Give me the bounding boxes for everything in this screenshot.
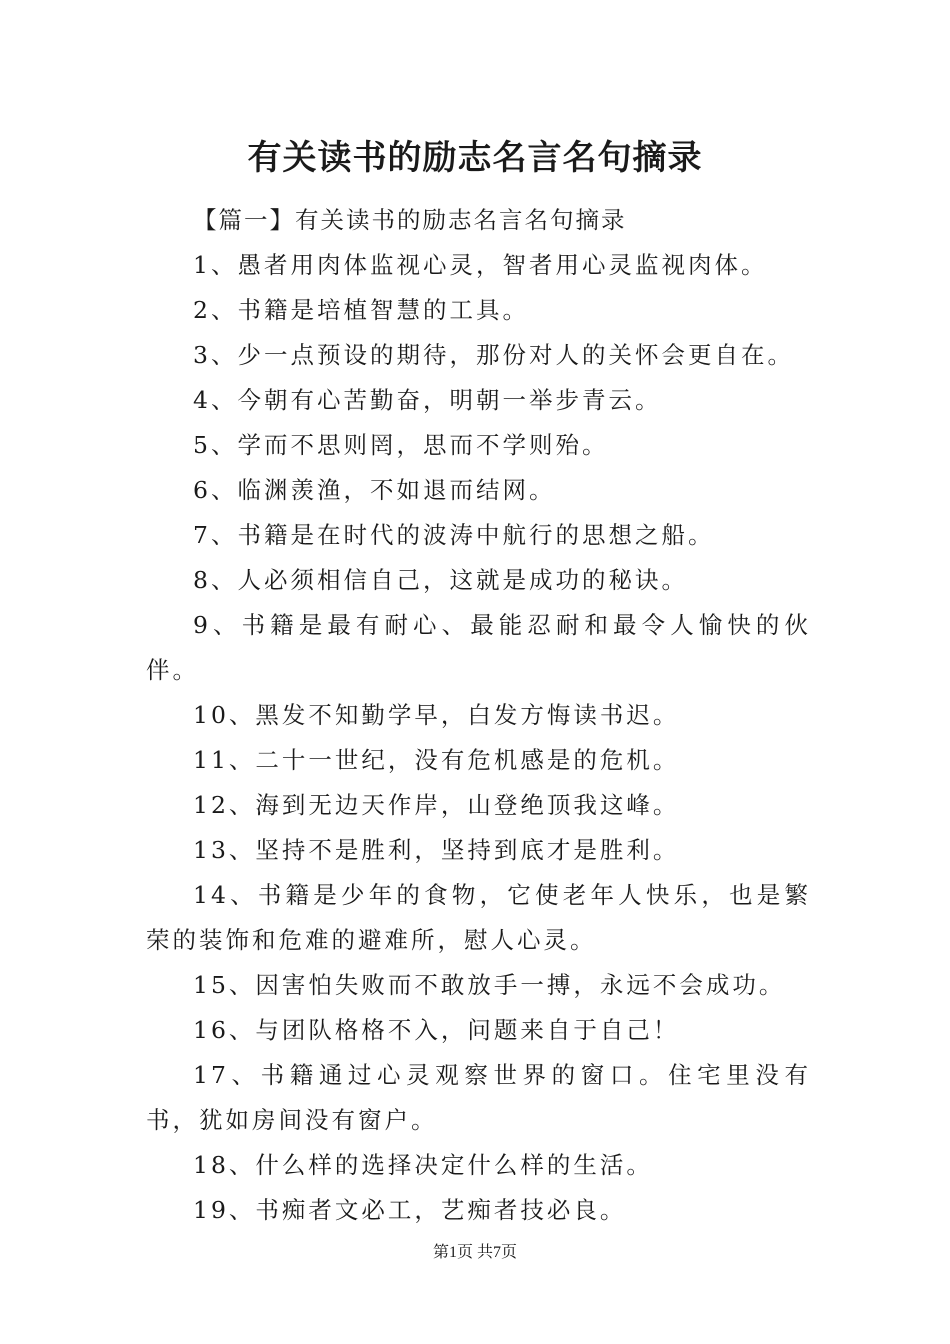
quote-item-5: 5、学而不思则罔，思而不学则殆。 xyxy=(193,431,609,459)
document-body xyxy=(146,198,811,1233)
quote-item-13: 13、坚持不是胜利，坚持到底才是胜利。 xyxy=(193,836,680,864)
quote-item-8: 8、人必须相信自己，这就是成功的秘诀。 xyxy=(193,566,688,594)
quote-item-1: 1、愚者用肉体监视心灵，智者用心灵监视肉体。 xyxy=(193,251,768,279)
quote-item-14: 14、书籍是少年的食物，它使老年人快乐，也是繁荣的装饰和危难的避难所，慰人心灵。 xyxy=(146,881,811,954)
quote-item-17: 17、书籍通过心灵观察世界的窗口。住宅里没有书，犹如房间没有窗户。 xyxy=(146,1061,811,1134)
quote-item-2: 2、书籍是培植智慧的工具。 xyxy=(193,296,529,324)
quote-item-7: 7、书籍是在时代的波涛中航行的思想之船。 xyxy=(193,521,715,549)
section-heading: 【篇一】有关读书的励志名言名句摘录 xyxy=(193,206,627,234)
quote-item-4: 4、今朝有心苦勤奋，明朝一举步青云。 xyxy=(193,386,662,414)
quote-item-19: 19、书痴者文必工，艺痴者技必良。 xyxy=(193,1196,627,1224)
quote-item-18: 18、什么样的选择决定什么样的生活。 xyxy=(193,1151,653,1179)
quote-item-6: 6、临渊羡渔，不如退而结网。 xyxy=(193,476,556,504)
quote-item-16: 16、与团队格格不入，问题来自于自己！ xyxy=(193,1016,680,1044)
quote-item-12: 12、海到无边天作岸，山登绝顶我这峰。 xyxy=(193,791,680,819)
page-footer: 第1页 共7页 xyxy=(432,1244,517,1261)
quote-item-9: 9、书籍是最有耐心、最能忍耐和最令人愉快的伙伴。 xyxy=(146,611,811,684)
document-title: 有关读书的励志名言名句摘录 xyxy=(247,138,703,178)
quote-item-10: 10、黑发不知勤学早，白发方悔读书迟。 xyxy=(193,701,680,729)
quote-item-3: 3、少一点预设的期待，那份对人的关怀会更自在。 xyxy=(193,341,794,369)
quote-item-15: 15、因害怕失败而不敢放手一搏，永远不会成功。 xyxy=(193,971,786,999)
quote-item-11: 11、二十一世纪，没有危机感是的危机。 xyxy=(193,746,680,774)
